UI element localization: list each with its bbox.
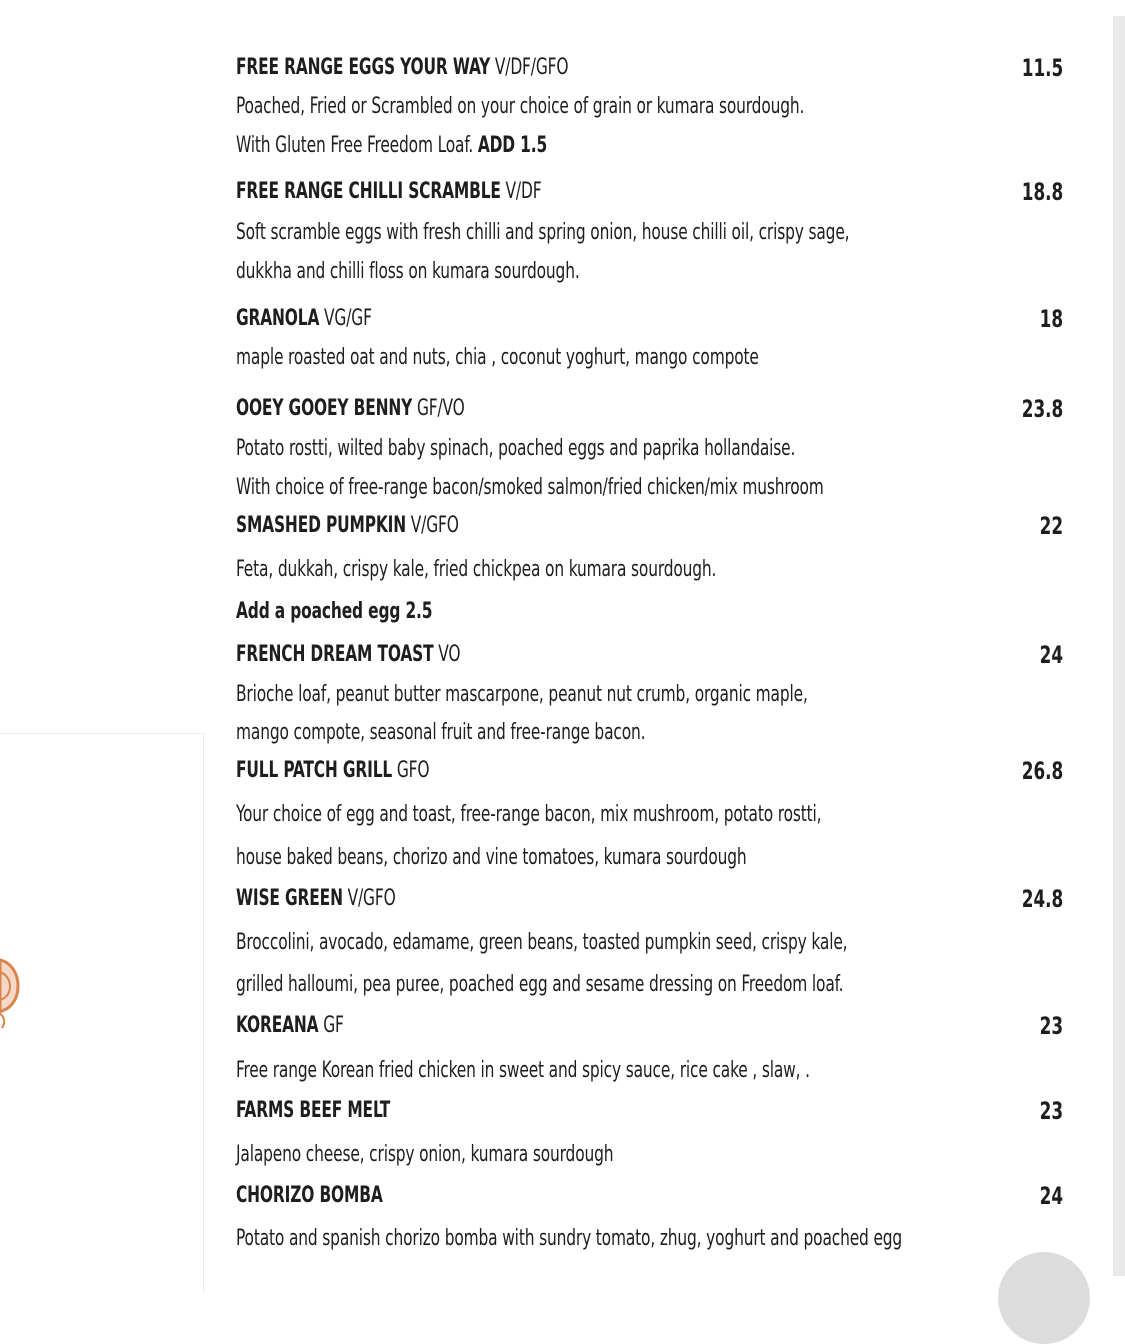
item-description: house baked beans, chorizo and vine tomatoes, kumara sourdough <box>236 845 747 870</box>
item-name: FREE RANGE EGGS YOUR WAY <box>236 55 491 80</box>
item-description: With choice of free-range bacon/smoked salmon/fried chicken/mix mushroom <box>236 475 824 500</box>
item-price: 24 <box>1039 641 1063 669</box>
item-name: FRENCH DREAM TOAST <box>236 642 434 667</box>
item-price: 18 <box>1039 305 1063 333</box>
item-description: dukkha and chilli floss on kumara sourdough. <box>236 259 580 284</box>
illustration-icon <box>0 950 24 1040</box>
item-name: WISE GREEN <box>236 886 343 911</box>
item-name: OOEY GOOEY BENNY <box>236 396 413 421</box>
item-description: Brioche loaf, peanut butter mascarpone, peanut nut crumb, organic maple, <box>236 682 808 707</box>
item-name: FARMS BEEF MELT <box>236 1098 391 1123</box>
item-price: 11.5 <box>1021 54 1063 82</box>
dietary-tags: V/DF <box>505 179 542 204</box>
dietary-tags: GF/VO <box>416 396 465 421</box>
item-price: 18.8 <box>1021 178 1063 206</box>
item-price: 23.8 <box>1021 395 1063 423</box>
add-on-price: ADD 1.5 <box>477 133 548 158</box>
dietary-tags: VO <box>438 642 461 667</box>
item-price: 24 <box>1039 1182 1063 1210</box>
item-description: Jalapeno cheese, crispy onion, kumara sourdough <box>236 1142 614 1167</box>
dietary-tags: V/GFO <box>347 886 396 911</box>
item-description: mango compote, seasonal fruit and free-range bacon. <box>236 720 646 745</box>
item-price: 26.8 <box>1021 757 1063 785</box>
scrollbar-track[interactable] <box>1113 16 1125 1276</box>
item-description: Poached, Fried or Scrambled on your choice of grain or kumara sourdough. <box>236 94 805 119</box>
item-name: SMASHED PUMPKIN <box>236 513 407 538</box>
dietary-tags: GFO <box>396 758 430 783</box>
item-price: 22 <box>1039 512 1063 540</box>
item-price: 23 <box>1039 1097 1063 1125</box>
item-description: maple roasted oat and nuts, chia , coconut yoghurt, mango compote <box>236 345 759 370</box>
add-on-note: Add a poached egg 2.5 <box>236 599 433 624</box>
item-name: FREE RANGE CHILLI SCRAMBLE <box>236 179 501 204</box>
item-description: grilled halloumi, pea puree, poached egg and sesame dressing on Freedom loaf. <box>236 972 844 997</box>
dietary-tags: V/DF/GFO <box>494 55 569 80</box>
item-name: GRANOLA <box>236 306 320 331</box>
dietary-tags: VG/GF <box>324 306 372 331</box>
dietary-tags: V/GFO <box>410 513 459 538</box>
item-name: CHORIZO BOMBA <box>236 1183 383 1208</box>
item-description: With Gluten Free Freedom Loaf. <box>236 133 474 158</box>
item-description: Soft scramble eggs with fresh chilli and spring onion, house chilli oil, crispy sage, <box>236 220 850 245</box>
item-description: Your choice of egg and toast, free-range bacon, mix mushroom, potato rostti, <box>236 802 822 827</box>
item-price: 24.8 <box>1021 885 1063 913</box>
item-name: KOREANA <box>236 1013 319 1038</box>
item-description: Feta, dukkah, crispy kale, fried chickpea on kumara sourdough. <box>236 557 717 582</box>
item-description: Free range Korean fried chicken in sweet and spicy sauce, rice cake , slaw, . <box>236 1058 810 1083</box>
dietary-tags: GF <box>323 1013 344 1038</box>
scroll-button[interactable] <box>998 1252 1090 1344</box>
side-panel <box>0 733 204 1294</box>
item-description: Broccolini, avocado, edamame, green beans, toasted pumpkin seed, crispy kale, <box>236 930 848 955</box>
item-name: FULL PATCH GRILL <box>236 758 393 783</box>
item-price: 23 <box>1039 1012 1063 1040</box>
item-description: Potato and spanish chorizo bomba with sundry tomato, zhug, yoghurt and poached egg <box>236 1226 903 1251</box>
item-description: Potato rostti, wilted baby spinach, poached eggs and paprika hollandaise. <box>236 436 796 461</box>
